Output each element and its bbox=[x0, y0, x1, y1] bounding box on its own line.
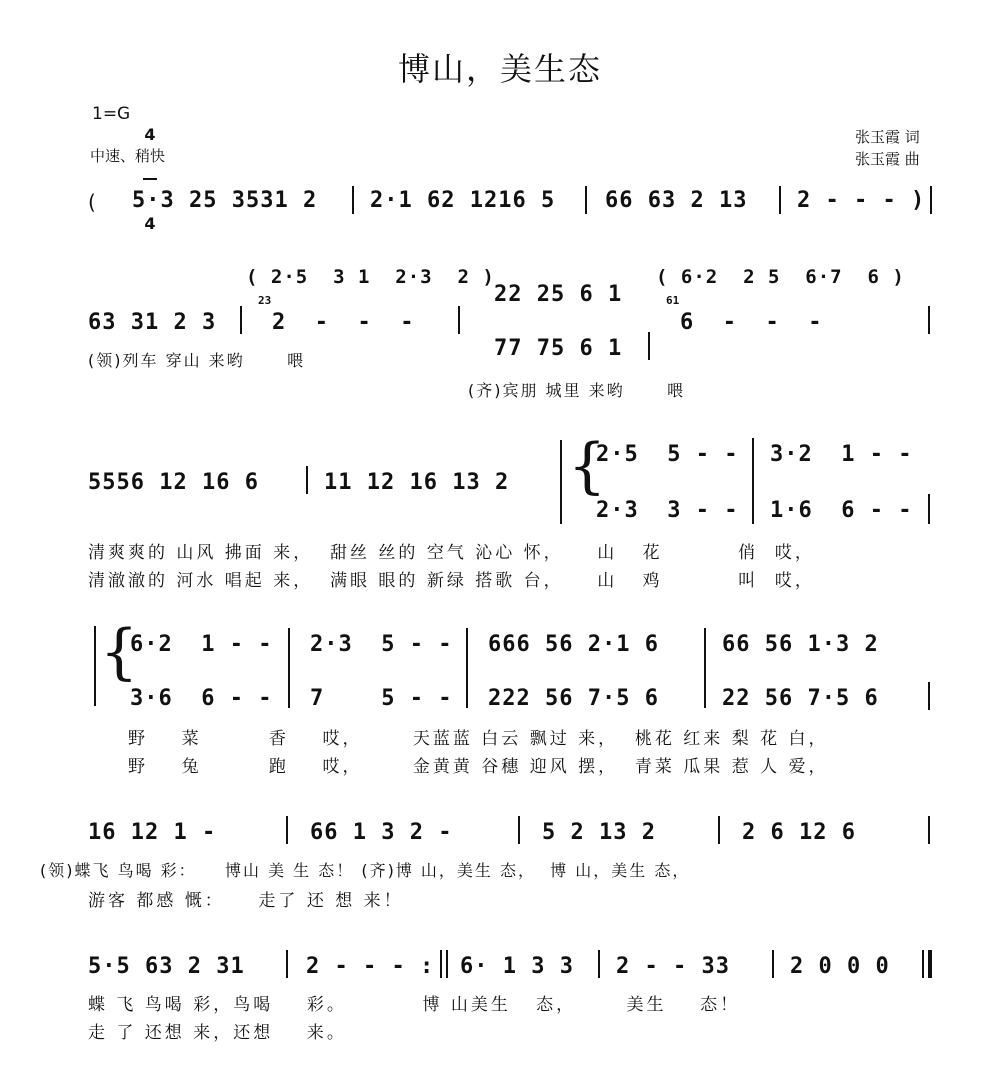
barline bbox=[930, 186, 932, 214]
s2-measure-1: 63 31 2 3 bbox=[88, 310, 217, 335]
barline bbox=[585, 186, 587, 214]
s2-upper-measure-b: 22 25 6 1 bbox=[494, 282, 623, 307]
s1-measure-2: 2·1 62 1216 5 bbox=[370, 188, 556, 213]
s4-lyric-verse-2: 野 兔 跑 哎， 金黄黄 谷穗 迎风 摆， 青菜 瓜果 惹 人 爱， bbox=[128, 757, 829, 777]
time-signature bbox=[143, 92, 157, 249]
s4-upper-4: 66 56 1·3 2 bbox=[722, 632, 879, 657]
barline bbox=[466, 628, 468, 708]
barline bbox=[928, 306, 930, 334]
barline bbox=[928, 494, 930, 524]
s3-brace: { bbox=[568, 431, 607, 501]
repeat-barline bbox=[446, 950, 448, 978]
s1-measure-4: 2 - - - ) bbox=[797, 188, 926, 213]
s2-hold-a: 2 - - - bbox=[272, 310, 415, 335]
s4-brace: { bbox=[100, 617, 139, 687]
s3-measure-2: 11 12 16 13 2 bbox=[324, 470, 510, 495]
s2-grace-note-a: 23 bbox=[258, 294, 272, 307]
s1-measure-1: 5·3 25 3531 2 bbox=[132, 188, 318, 213]
barline bbox=[928, 682, 930, 710]
time-sig-line bbox=[143, 178, 157, 180]
barline bbox=[518, 816, 520, 844]
s3-measure-1: 5556 12 16 6 bbox=[88, 470, 259, 495]
final-barline bbox=[922, 950, 924, 978]
tempo-marking: 中速、稍快 bbox=[90, 147, 166, 165]
barline bbox=[704, 628, 706, 708]
s6-measure-3: 6· 1 3 3 bbox=[460, 954, 574, 979]
s6-measure-1: 5·5 63 2 31 bbox=[88, 954, 245, 979]
barline bbox=[94, 626, 96, 706]
s4-lower-2: 7 5 - - bbox=[310, 686, 453, 711]
barline bbox=[288, 628, 290, 708]
barline bbox=[598, 950, 600, 978]
s6-measure-5: 2 0 0 0 bbox=[790, 954, 890, 979]
lyricist-credit: 张玉霞 词 bbox=[855, 128, 920, 146]
s5-measure-4: 2 6 12 6 bbox=[742, 820, 856, 845]
s2-upper-phrase-c: ( 6·2 2 5 6·7 6 ) bbox=[656, 266, 905, 288]
time-sig-top: 4 bbox=[144, 125, 156, 144]
composer-credit: 张玉霞 曲 bbox=[855, 150, 920, 168]
s1-measure-3: 66 63 2 13 bbox=[605, 188, 748, 213]
s3-lyric-verse-2: 清澈澈的 河水 唱起 来， 满眼 眼的 新绿 搭歌 台， 山 鸡 叫 哎， bbox=[88, 571, 815, 591]
s5-measure-2: 66 1 3 2 - bbox=[310, 820, 453, 845]
s4-lyric-verse-1: 野 菜 香 哎， 天蓝蓝 白云 飘过 来， 桃花 红来 梨 花 白， bbox=[128, 729, 829, 749]
repeat-barline bbox=[440, 950, 442, 978]
final-barline bbox=[928, 950, 932, 978]
s3-upper-2: 3·2 1 - - bbox=[770, 442, 913, 467]
s2-lyric-chorus: (齐)宾朋 城里 来哟 喂 bbox=[468, 381, 686, 400]
s4-upper-1: 6·2 1 - - bbox=[130, 632, 273, 657]
s2-lyric-lead: (领)列车 穿山 来哟 喂 bbox=[88, 351, 306, 370]
key-signature: 1=G bbox=[92, 104, 131, 124]
barline bbox=[772, 950, 774, 978]
s5-measure-3: 5 2 13 2 bbox=[542, 820, 656, 845]
s3-upper-1: 2·5 5 - - bbox=[596, 442, 739, 467]
barline bbox=[718, 816, 720, 844]
s6-measure-2: 2 - - - : bbox=[306, 954, 435, 979]
s4-lower-3: 222 56 7·5 6 bbox=[488, 686, 659, 711]
s4-lower-4: 22 56 7·5 6 bbox=[722, 686, 879, 711]
barline bbox=[648, 332, 650, 360]
barline bbox=[352, 186, 354, 214]
song-title: 博山，美生态 bbox=[397, 50, 602, 88]
s2-grace-note-c: 61 bbox=[666, 294, 680, 307]
s3-lyric-verse-1: 清爽爽的 山风 拂面 来， 甜丝 丝的 空气 沁心 怀， 山 花 俏 哎， bbox=[88, 543, 815, 563]
s4-lower-1: 3·6 6 - - bbox=[130, 686, 273, 711]
barline bbox=[779, 186, 781, 214]
s3-lower-1: 2·3 3 - - bbox=[596, 498, 739, 523]
s5-lyric-verse-2: 游客 都感 慨： 走了 还 想 来！ bbox=[88, 891, 404, 911]
barline bbox=[928, 816, 930, 844]
barline bbox=[306, 466, 308, 494]
s5-measure-1: 16 12 1 - bbox=[88, 820, 217, 845]
intro-open-paren: ( bbox=[88, 190, 96, 214]
barline bbox=[752, 438, 754, 524]
barline bbox=[286, 816, 288, 844]
barline bbox=[458, 306, 460, 334]
s2-upper-phrase-a: ( 2·5 3 1 2·3 2 ) bbox=[246, 266, 495, 288]
s5-lyric-verse-1: (领)蝶飞 鸟喝 彩： 博山 美 生 态！ (齐)博 山，美生 态， 博 山，美生 态， bbox=[40, 861, 691, 880]
barline bbox=[560, 440, 562, 524]
s2-lower-measure-b: 77 75 6 1 bbox=[494, 336, 623, 361]
barline bbox=[286, 950, 288, 978]
s6-lyric-verse-2: 走 了 还想 来，还想 来。 bbox=[88, 1023, 347, 1043]
s4-upper-3: 666 56 2·1 6 bbox=[488, 632, 659, 657]
barline bbox=[240, 306, 242, 334]
s6-lyric-verse-1: 蝶 飞 鸟喝 彩，鸟喝 彩。 博 山美生 态， 美生 态！ bbox=[88, 995, 741, 1015]
s6-measure-4: 2 - - 33 bbox=[616, 954, 730, 979]
time-sig-bottom: 4 bbox=[144, 213, 156, 233]
s2-hold-c: 6 - - - bbox=[680, 310, 823, 335]
s4-upper-2: 2·3 5 - - bbox=[310, 632, 453, 657]
s3-lower-2: 1·6 6 - - bbox=[770, 498, 913, 523]
